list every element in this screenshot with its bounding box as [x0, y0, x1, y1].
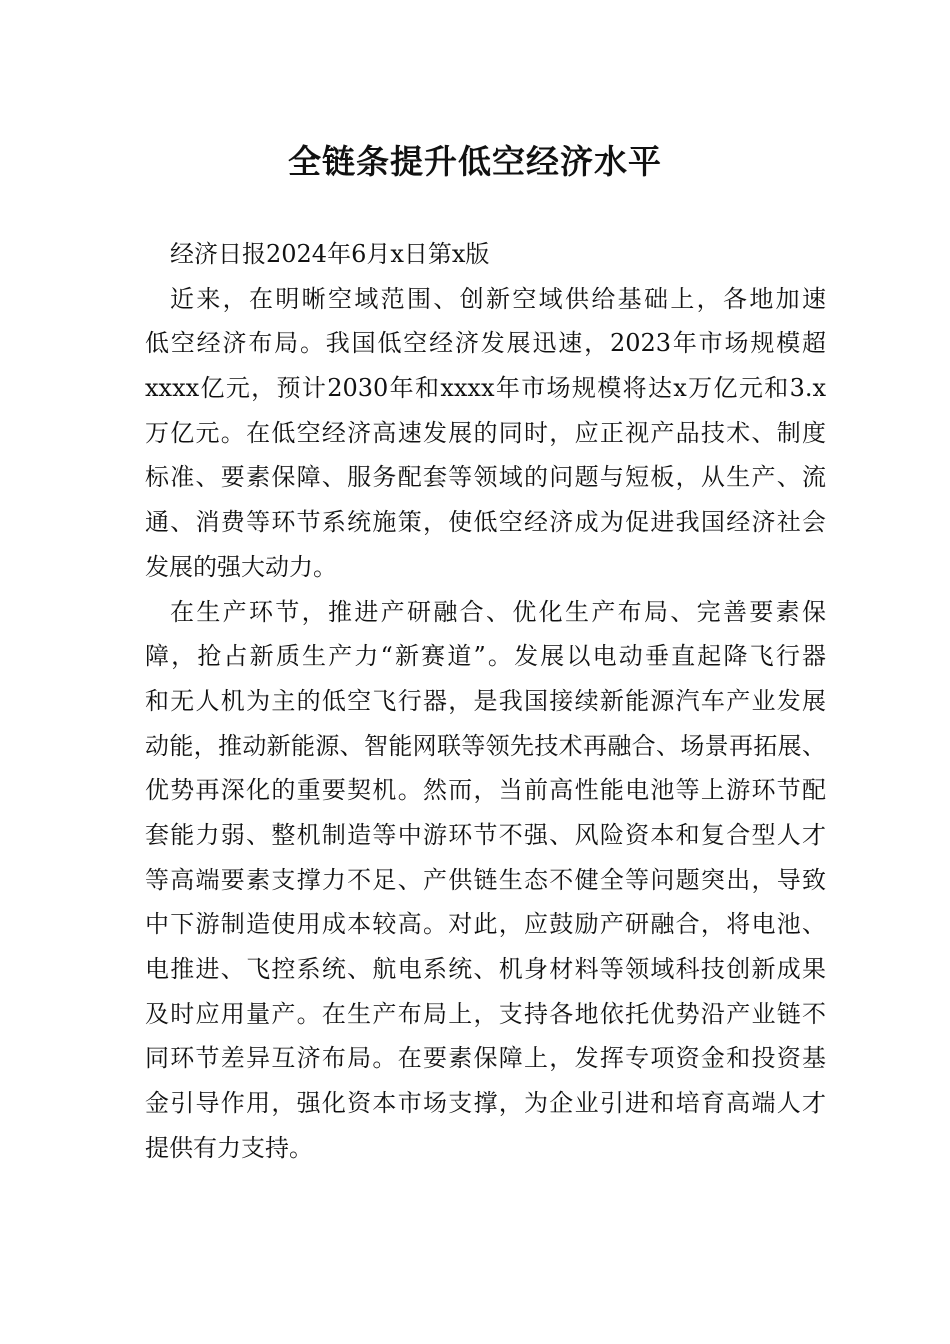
paragraph-1-line: 标准、要素保障、服务配套等领域的问题与短板，从生产、流: [145, 463, 826, 492]
paragraph-2-line: 电推进、飞控系统、航电系统、机身材料等领域科技创新成果: [145, 955, 826, 983]
paragraph-2-line: 金引导作用，强化资本市场支撑，为企业引进和培育高端人才: [145, 1089, 826, 1118]
paragraph-1-line: 万亿元。在低空经济高速发展的同时，应正视产品技术、制度: [145, 418, 826, 447]
paragraph-1-line: 低空经济布局。我国低空经济发展迅速，2023年市场规模超: [145, 329, 826, 358]
paragraph-1-line: 发展的强大动力。: [145, 552, 337, 581]
paragraph-2-line: 动能，推动新能源、智能网联等领先技术再融合、场景再拓展、: [145, 731, 826, 760]
source-line: 经济日报2024年6月x日第x版: [170, 240, 490, 268]
document-title: 全链条提升低空经济水平: [288, 142, 662, 181]
document-body: [145, 232, 826, 1170]
paragraph-1-line: xxxx亿元，预计2030年和xxxx年市场规模将达x万亿元和3.x: [145, 374, 826, 403]
paragraph-2-line: 及时应用量产。在生产布局上，支持各地依托优势沿产业链不: [145, 999, 826, 1028]
paragraph-2-line: 同环节差异互济布局。在要素保障上，发挥专项资金和投资基: [145, 1044, 826, 1073]
paragraph-1-line: 近来，在明晰空域范围、创新空域供给基础上，各地加速: [170, 284, 826, 313]
paragraph-2-line: 等高端要素支撑力不足、产供链生态不健全等问题突出，导致: [145, 865, 826, 894]
paragraph-2-line: 中下游制造使用成本较高。对此，应鼓励产研融合，将电池、: [145, 910, 826, 939]
paragraph-2-line: 和无人机为主的低空飞行器，是我国接续新能源汽车产业发展: [145, 686, 826, 715]
paragraph-1-line: 通、消费等环节系统施策，使低空经济成为促进我国经济社会: [145, 508, 826, 537]
paragraph-2-line: 在生产环节，推进产研融合、优化生产布局、完善要素保: [170, 597, 826, 626]
paragraph-2-line: 障，抢占新质生产力“新赛道”。发展以电动垂直起降飞行器: [145, 642, 826, 671]
paragraph-2-line: 提供有力支持。: [145, 1133, 313, 1162]
paragraph-2-line: 套能力弱、整机制造等中游环节不强、风险资本和复合型人才: [145, 820, 826, 849]
paragraph-2-line: 优势再深化的重要契机。然而，当前高性能电池等上游环节配: [145, 776, 826, 805]
